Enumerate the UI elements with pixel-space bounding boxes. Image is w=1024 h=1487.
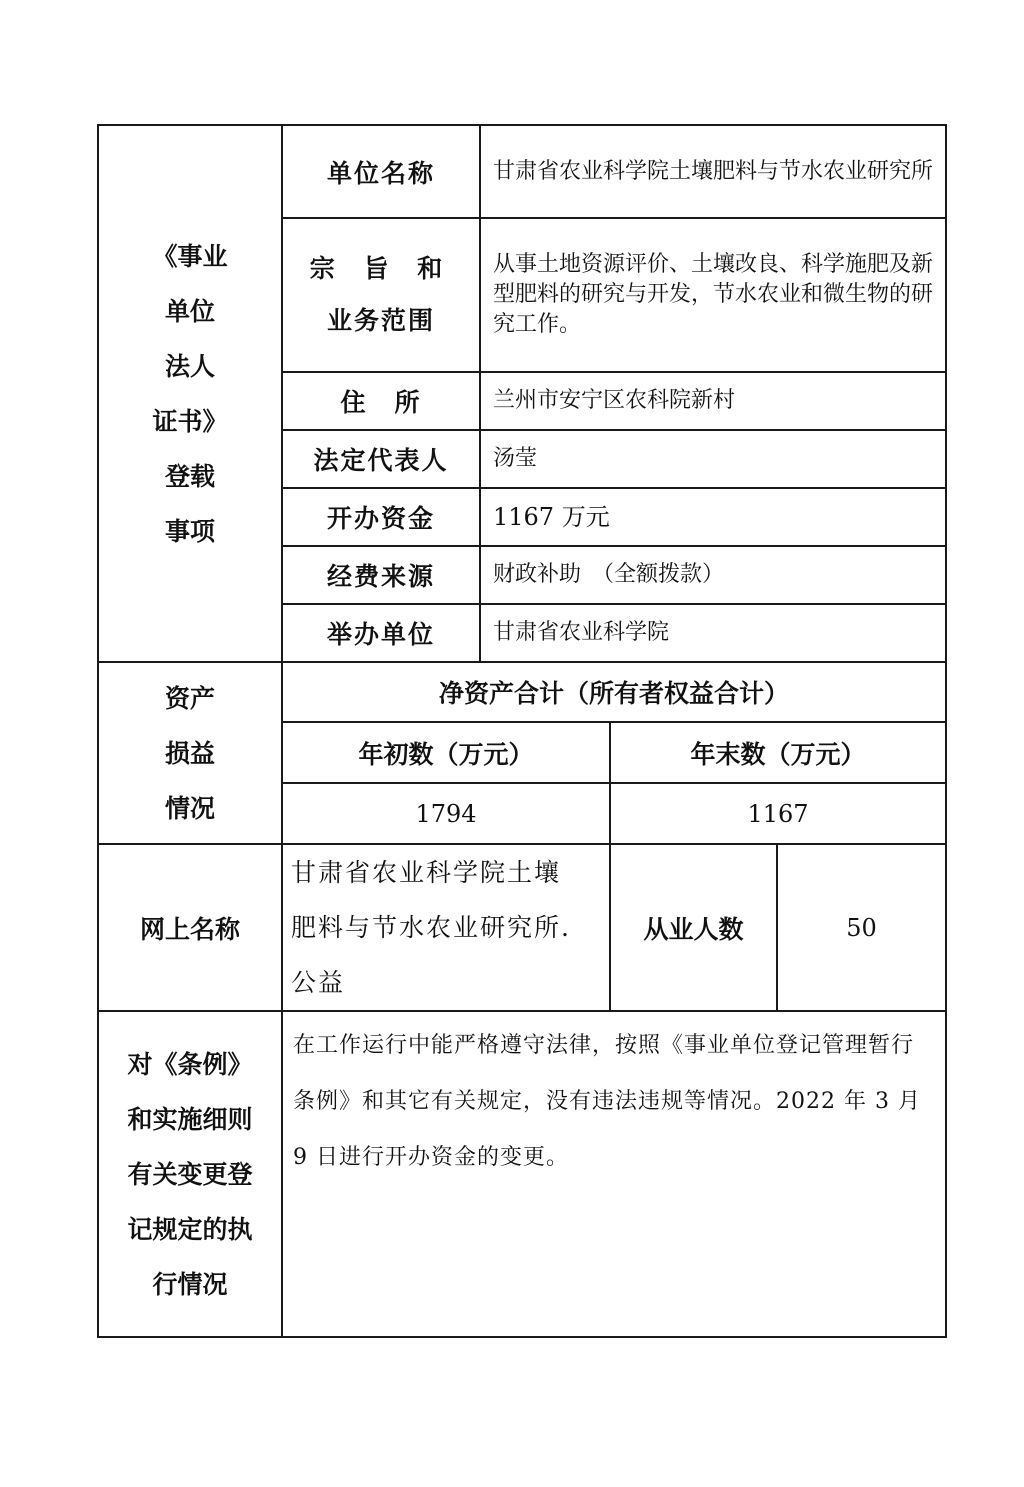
sponsor-unit-value: 甘肃省农业科学院 [480, 604, 946, 662]
unit-name-label: 单位名称 [282, 125, 480, 218]
address-value: 兰州市安宁区农科院新村 [480, 372, 946, 430]
staff-count-label: 从业人数 [610, 844, 777, 1011]
compliance-text: 在工作运行中能严格遵守法律，按照《事业单位登记管理暂行条例》和其它有关规定，没有违法违规等情况。2022 年 3 月 9 日进行开办资金的变更。 [282, 1011, 946, 1337]
report-form [97, 124, 945, 1338]
funding-source-label: 经费来源 [282, 546, 480, 604]
begin-year-value: 1794 [282, 783, 610, 844]
certificate-label-line: 《事业 [152, 241, 228, 271]
online-name-line: 肥料与节水农业研究所. [291, 913, 571, 942]
compliance-label-line: 和实施细则 [127, 1104, 253, 1134]
unit-name-value: 甘肃省农业科学院土壤肥料与节水农业研究所 [480, 125, 946, 218]
begin-year-label: 年初数（万元） [282, 722, 610, 783]
registered-capital-label: 开办资金 [282, 488, 480, 546]
registered-capital-value: 1167 万元 [480, 488, 946, 546]
compliance-label-line: 有关变更登 [127, 1159, 253, 1189]
certificate-label-line: 证书》 [152, 406, 228, 436]
compliance-label-line: 记规定的执 [127, 1214, 253, 1244]
purpose-label-line: 业务范围 [326, 306, 435, 335]
assets-label-line: 损益 [164, 738, 215, 768]
online-name-label: 网上名称 [98, 844, 282, 1011]
address-label: 住 所 [282, 372, 480, 430]
certificate-section-label [98, 125, 282, 662]
certificate-label-line: 单位 [164, 296, 215, 326]
online-name-value [282, 844, 610, 1011]
online-name-line: 甘肃省农业科学院土壤 [291, 858, 562, 887]
compliance-label-line: 行情况 [152, 1269, 228, 1299]
certificate-label-line: 登载 [164, 461, 215, 491]
assets-section-label [98, 662, 282, 844]
funding-source-value: 财政补助 （全额拨款） [480, 546, 946, 604]
compliance-section-label [98, 1011, 282, 1337]
certificate-label-line: 事项 [164, 516, 215, 546]
end-year-value: 1167 [610, 783, 946, 844]
purpose-label-line: 宗 旨 和 [309, 254, 453, 283]
staff-count-value: 50 [777, 844, 946, 1011]
legal-representative-value: 汤莹 [480, 430, 946, 488]
legal-representative-label: 法定代表人 [282, 430, 480, 488]
report-table [97, 124, 947, 1338]
certificate-label-line: 法人 [164, 351, 215, 381]
purpose-scope-label [282, 218, 480, 372]
assets-label-line: 情况 [164, 793, 215, 823]
sponsor-unit-label: 举办单位 [282, 604, 480, 662]
net-assets-header: 净资产合计（所有者权益合计） [282, 662, 946, 722]
online-name-line: 公益 [291, 968, 346, 997]
compliance-label-line: 对《条例》 [127, 1049, 253, 1079]
purpose-scope-value: 从事土地资源评价、土壤改良、科学施肥及新型肥料的研究与开发，节水农业和微生物的研究工作。 [480, 218, 946, 372]
end-year-label: 年末数（万元） [610, 722, 946, 783]
assets-label-line: 资产 [164, 683, 215, 713]
